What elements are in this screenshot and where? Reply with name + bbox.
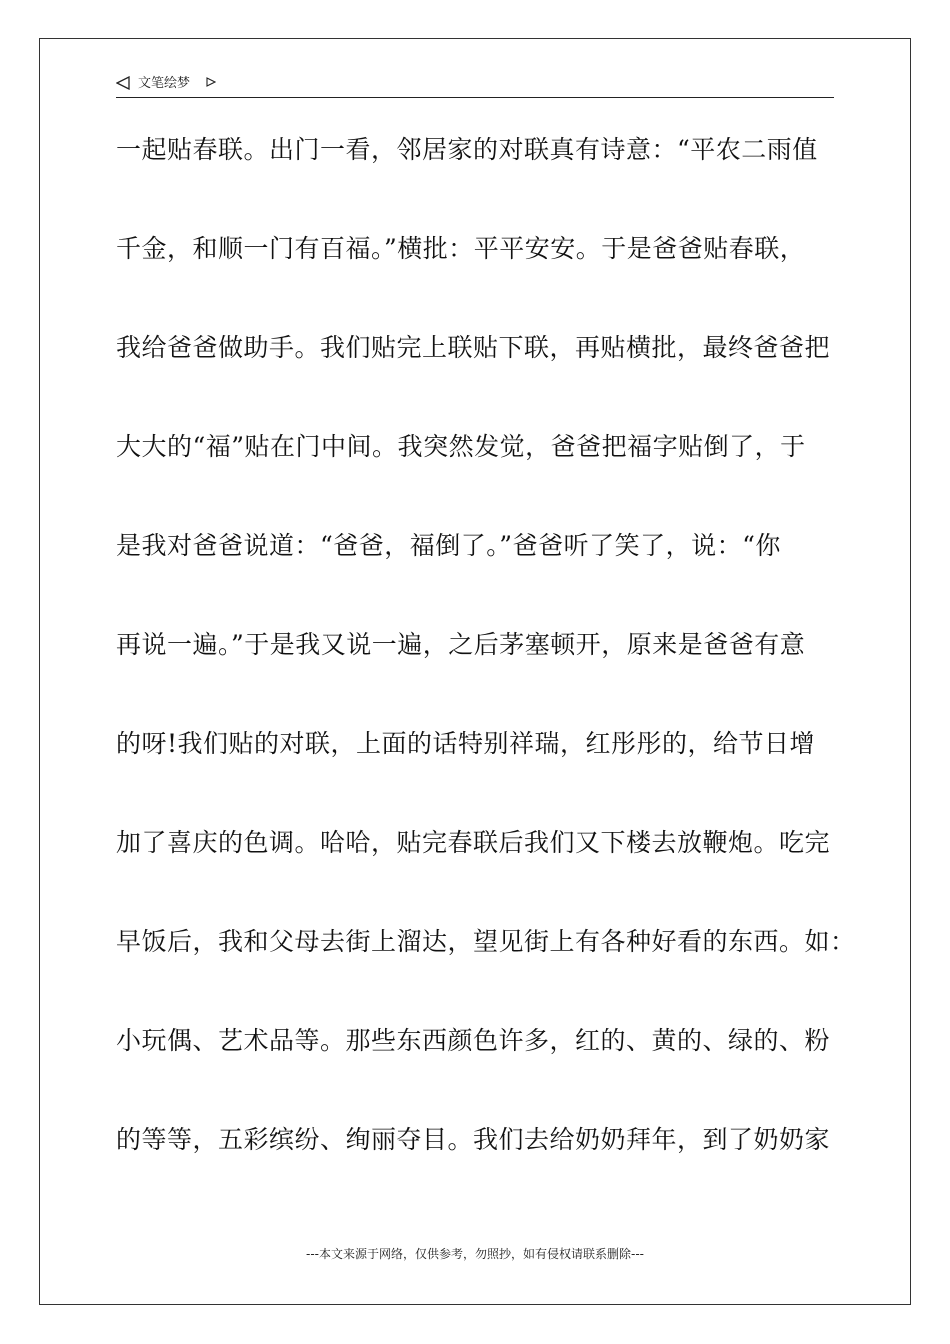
text-line: 再说一遍。”于是我又说一遍，之后茅塞顿开，原来是爸爸有意 <box>116 630 806 659</box>
text-line: 我给爸爸做助手。我们贴完上联贴下联，再贴横批，最终爸爸把 <box>116 333 831 362</box>
left-triangle-icon <box>116 76 130 90</box>
page-header <box>116 72 834 98</box>
text-line: 的呀!我们贴的对联，上面的话特别祥瑞，红彤彤的，给节日增 <box>116 729 816 758</box>
text-line: 早饭后，我和父母去街上溜达，望见街上有各种好看的东西。如： <box>116 927 856 956</box>
header-title: 文笔绘梦 <box>138 76 191 91</box>
text-line: 是我对爸爸说道：“爸爸，福倒了。”爸爸听了笑了，说：“你 <box>116 531 781 560</box>
right-triangle-icon <box>206 77 216 87</box>
text-line: 大大的“福”贴在门中间。我突然发觉，爸爸把福字贴倒了，于 <box>116 432 806 461</box>
text-line: 一起贴春联。出门一看，邻居家的对联真有诗意：“平农二雨值 <box>116 135 818 164</box>
text-line: 小玩偶、艺术品等。那些东西颜色许多，红的、黄的、绿的、粉 <box>116 1026 831 1055</box>
text-line: 千金，和顺一门有百福。”横批：平平安安。于是爸爸贴春联， <box>116 234 806 263</box>
text-line: 加了喜庆的色调。哈哈，贴完春联后我们又下楼去放鞭炮。吃完 <box>116 828 831 857</box>
body-text <box>116 125 856 1214</box>
footer-disclaimer: ---本文来源于网络，仅供参考，勿照抄，如有侵权请联系删除--- <box>306 1247 644 1261</box>
text-line: 的等等，五彩缤纷、绚丽夺目。我们去给奶奶拜年，到了奶奶家 <box>116 1125 831 1154</box>
